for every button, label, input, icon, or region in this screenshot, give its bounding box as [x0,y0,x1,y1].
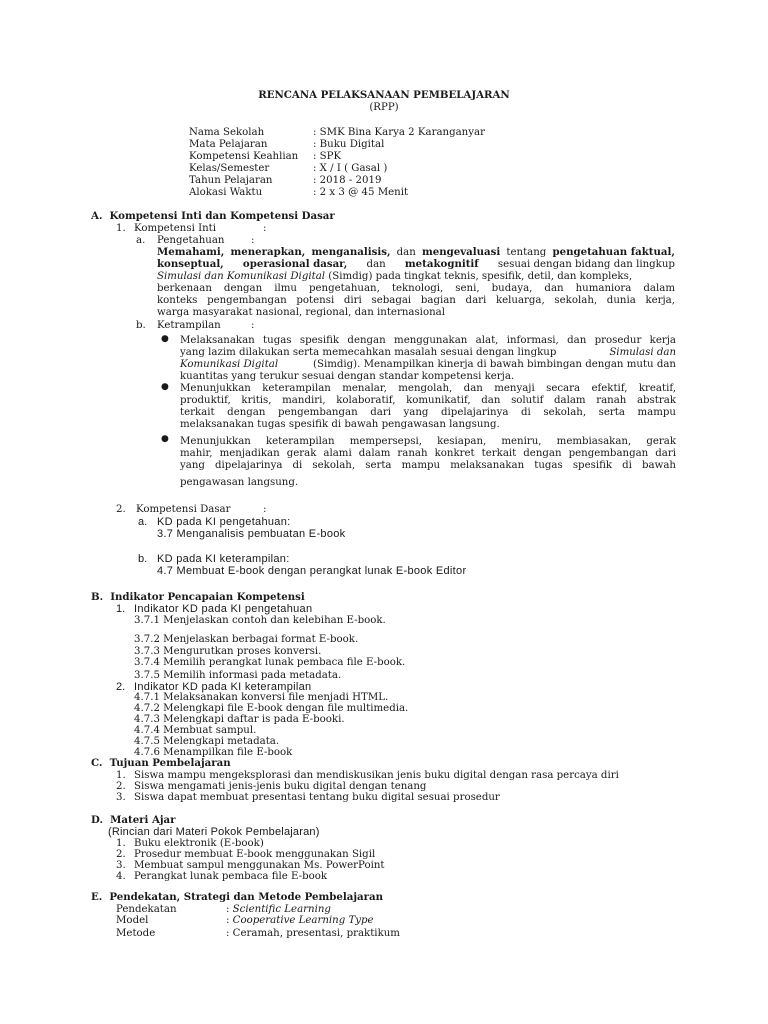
identity-value: : SPK [313,151,342,162]
text-run: konseptual, [157,258,224,270]
text-run: Scientific Learning [232,904,331,915]
text-run: (Simdig) pada tingkat teknis, spesifik, detil, dan kompleks, [325,271,633,282]
indikator-item: 4.7.4 Membuat sampul. [134,725,257,736]
indikator-item: 4.7.6 Menampilkan file E-book [134,747,293,758]
list-number: 2. [116,849,126,860]
indikator-item: 3.7.5 Memilih informasi pada metadata. [134,670,342,681]
indikator-pengetahuan-heading: Indikator KD pada KI pengetahuan [134,603,313,615]
text-run: Cooperative Learning Type [232,915,374,926]
model-label: Model [116,915,149,926]
materi-item: Perangkat lunak pembaca file E-book [134,871,328,882]
indikator-item: 3.7.1 Menjelaskan contoh dan kelebihan E-book. [134,615,386,626]
text-run: metakognitif [404,258,479,270]
text-line: Menunjukkan keterampilan menalar, mengolah, dan menyaji secara efektif, kreatif, [180,383,676,394]
pendekatan-label: Pendekatan [116,904,177,915]
ki-label: Kompetensi Inti [134,223,217,234]
text-run: yang lazim dilakukan serta memecahkan masalah sesuai dengan lingkup [180,347,557,358]
identity-label: Tahun Pelajaran [189,175,273,186]
list-number: 2. [116,504,126,515]
list-letter: a. [138,516,148,528]
kd-label: Kompetensi Dasar [136,504,231,515]
identity-label: Alokasi Waktu [189,187,263,198]
identity-value: : X / I ( Gasal ) [313,163,388,174]
identity-value: : SMK Bina Karya 2 Karanganyar [313,127,485,138]
identity-label: Nama Sekolah [189,127,265,138]
indikator-item: 3.7.3 Mengurutkan proses konversi. [134,646,322,657]
indikator-item: 4.7.3 Melengkapi daftar is pada E-booki. [134,714,345,725]
indikator-item: 3.7.4 Memilih perangkat lunak pembaca file E-book. [134,657,406,668]
list-number: 2. [116,681,126,693]
text-line: produktif, kritis, mandiri, kolaboratif, komunikatif, dan solutif dalam ranah abstrak [180,395,676,406]
text-run: dan [366,259,386,270]
list-letter: b. [138,553,148,565]
text-run: sesuai dengan bidang dan lingkup [497,259,675,270]
bullet-icon: ● [161,334,169,344]
identity-value: : Buku Digital [313,139,385,150]
colon: : [251,235,255,246]
kd-keterampilan-item: 4.7 Membuat E-book dengan perangkat lunak E-book Editor [157,565,467,577]
text-line: yang dipelajarinya di sekolah, serta mampu melaksanakan tugas spesifik di bawah [180,460,676,471]
text-run: pengetahuan faktual, [552,246,675,258]
bullet-icon: ● [161,382,169,392]
indikator-keterampilan-heading: Indikator KD pada KI keterampilan [134,681,312,693]
text-run: Memahami, [157,246,225,258]
section-a-heading: A. Kompetensi Inti dan Kompetensi Dasar [91,210,335,222]
colon: : [263,504,267,515]
text-line: melaksanakan tugas spesifik di bawah pengawasan langsung. [180,419,500,430]
text-run: menganalisis, [311,246,391,258]
list-number: 2. [116,781,126,792]
bullet-icon: ● [161,434,169,444]
indikator-item: 4.7.5 Melengkapi metadata. [134,736,280,747]
text-run: tentang [506,247,547,258]
section-c-heading: C. Tujuan Pembelajaran [91,757,231,769]
text-line: Menunjukkan keterampilan mempersepsi, kesiapan, meniru, membiasakan, gerak [180,436,676,447]
metode-label: Metode [116,928,156,939]
indikator-item: 4.7.2 Melengkapi file E-book dengan file multimedia. [134,703,409,714]
text-line [157,271,632,282]
list-number: 1. [116,838,126,849]
pengetahuan-label: Pengetahuan [157,235,225,246]
text-run: Simulasi dan Komunikasi Digital [157,271,326,282]
text-run: Ceramah, presentasi, praktikum [232,928,400,939]
colon: : [226,904,233,915]
identity-label: Kelas/Semester [189,163,270,174]
list-number: 3. [116,860,126,871]
text-line [157,247,675,258]
text-run: menerapkan, [230,246,306,258]
ketrampilan-label: Ketrampilan [157,320,221,331]
text-run: mengevaluasi [421,246,501,258]
list-letter: b. [136,320,146,331]
list-number: 1. [116,770,126,781]
model-value [226,915,374,926]
text-line: Melaksanakan tugas spesifik dengan menggunakan alat, informasi, dan prosedur kerja [180,335,676,346]
identity-value: : 2 x 3 @ 45 Menit [313,187,409,198]
text-line [180,359,676,370]
section-e-heading: E. Pendekatan, Strategi dan Metode Pembelajaran [91,891,383,903]
list-number: 4. [116,871,126,882]
colon: : [263,223,267,234]
identity-label: Kompetensi Keahlian [189,151,299,162]
section-b-heading: B. Indikator Pencapaian Kompetensi [91,591,305,603]
text-run: (Simdig). Menampilkan kinerja di bawah bimbingan dengan mutu dan [313,359,676,370]
list-number: 3. [116,792,126,803]
text-line: kuantitas yang terukur sesuai dengan standar kompetensi kerja. [180,371,515,382]
tujuan-item: Siswa mengamati jenis-jenis buku digital dengan tenang [134,781,427,792]
colon: : [226,928,233,939]
text-line [180,347,676,358]
materi-item: Prosedur membuat E-book menggunakan Sigil [134,849,376,860]
text-line: terkait dengan pengembangan dari yang dipelajarinya di sekolah, serta mampu [180,407,676,418]
page-title: RENCANA PELAKSANAAN PEMBELAJARAN [258,89,510,101]
tujuan-item: Siswa dapat membuat presentasi tentang buku digital sesuai prosedur [134,792,500,803]
metode-value [226,928,400,939]
identity-value: : 2018 - 2019 [313,175,382,186]
kd-keterampilan-heading: KD pada KI keterampilan: [157,553,290,565]
text-line [157,259,675,270]
kd-pengetahuan-item: 3.7 Menganalisis pembuatan E-book [157,528,346,540]
colon: : [226,915,233,926]
text-run: Komunikasi Digital [180,359,279,370]
text-run: Simulasi dan [609,347,676,358]
list-letter: a. [136,235,146,246]
text-line: mahir, menjadikan gerak alami dalam ranah konkret terkait dengan pengembangan dari [180,448,676,459]
tujuan-item: Siswa mampu mengeksplorasi dan mendiskusikan jenis buku digital dengan rasa percaya diri [134,770,619,781]
identity-label: Mata Pelajaran [189,139,268,150]
list-number: 1. [116,223,126,234]
materi-subheading: (Rincian dari Materi Pokok Pembelajaran) [108,826,320,838]
page-subtitle: (RPP) [369,102,399,113]
materi-item: Membuat sampul menggunakan Ms. PowerPoint [134,860,385,871]
text-run: dan [396,247,416,258]
text-line: pengawasan langsung. [180,477,299,488]
text-line: konteks pengembangan potensi diri sebagai bagian dari keluarga, sekolah, dunia kerja, [157,295,675,306]
colon: : [251,320,255,331]
text-run: operasional dasar, [242,258,348,270]
list-number: 1. [116,603,126,615]
indikator-item: 3.7.2 Menjelaskan berbagai format E-book. [134,634,359,645]
materi-item: Buku elektronik (E-book) [134,838,264,849]
kd-pengetahuan-heading: KD pada KI pengetahuan: [157,516,291,528]
text-line: berkenaan dengan ilmu pengetahuan, teknologi, seni, budaya, dan humaniora dalam [157,283,675,294]
text-line: warga masyarakat nasional, regional, dan internasional [157,307,445,318]
section-d-heading: D. Materi Ajar [91,814,176,826]
pendekatan-value [226,904,331,915]
indikator-item: 4.7.1 Melaksanakan konversi file menjadi HTML. [134,692,389,703]
